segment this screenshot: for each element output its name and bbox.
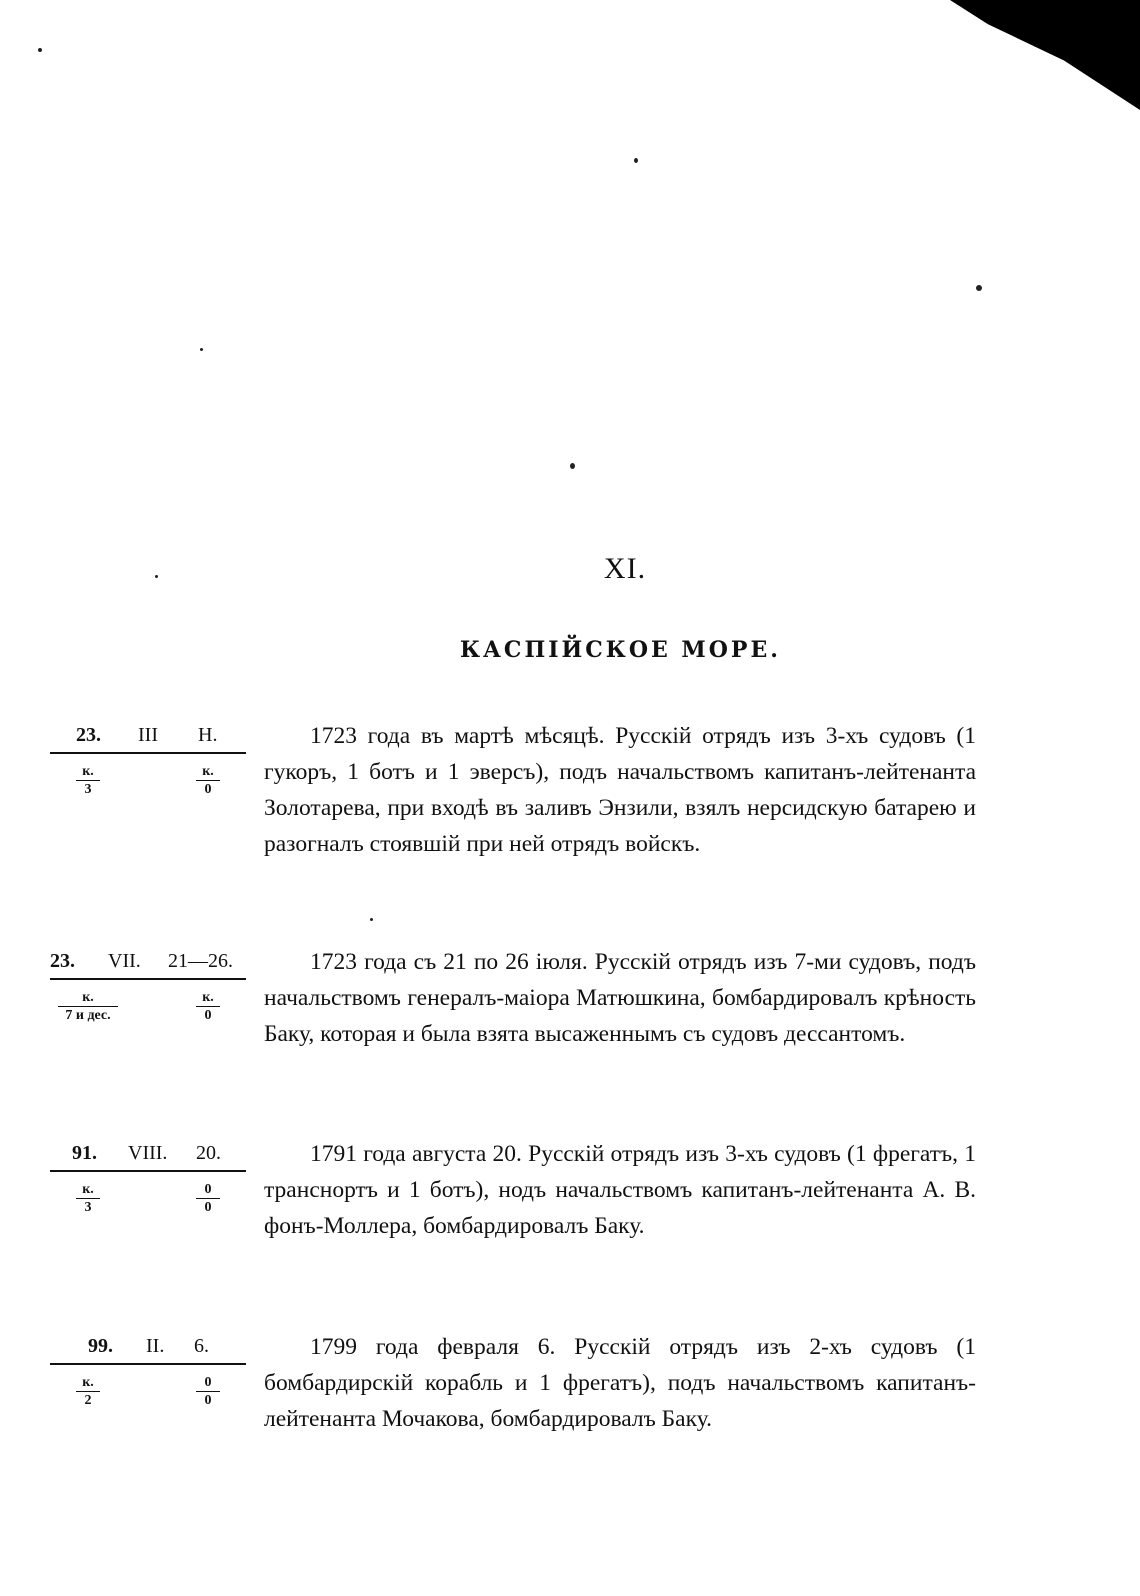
vessels-fraction: к. 3: [76, 764, 100, 797]
entry-text: 1799 года февраля 6. Русскій отрядъ изъ 2-хъ судовъ (1 бомбардирскій корабль и 1 фрегатъ), подъ начальствомъ капитанъ-лейтенанта Мочакова, бомбардировалъ Баку.: [264, 1334, 976, 1432]
code-day: 21—26.: [168, 950, 233, 972]
code-day: 20.: [196, 1142, 221, 1164]
scan-speck: [370, 918, 373, 921]
code-year: 23.: [50, 950, 75, 972]
entry-text: 1723 года въ мартѣ мѣсяцѣ. Русскій отрядъ изъ 3-хъ судовъ (1 гукоръ, 1 ботъ и 1 эверсъ), подъ начальствомъ капитанъ-лейтенанта Золотарева, при входѣ въ заливъ Энзили, взялъ нерсидскую батарею и разогналъ стоявшій при ней отрядъ войскъ.: [264, 723, 976, 857]
losses-fraction: к. 0: [196, 990, 220, 1023]
code-month: II.: [146, 1335, 165, 1357]
entry-date-code: [50, 1333, 246, 1365]
code-month: III: [138, 724, 158, 746]
scan-speck: [634, 158, 638, 163]
scan-corner-mark: [950, 0, 1140, 110]
code-day: Н.: [198, 724, 218, 746]
vessels-fraction: к. 3: [76, 1182, 100, 1215]
entry-date-code: [50, 722, 246, 754]
vessels-fraction: к. 2: [76, 1375, 100, 1408]
chapter-number: XI.: [603, 552, 647, 585]
scan-speck: [570, 463, 575, 469]
entry-date-code: [50, 1140, 246, 1172]
losses-fraction: $\frac{0}{0}$: [196, 1375, 220, 1408]
vessels-fraction: к. 7 и дес.: [58, 990, 118, 1023]
code-year: 99.: [88, 1335, 113, 1357]
losses-fraction: $\frac{0}{0}$: [196, 1182, 220, 1215]
entry-date-code: [50, 948, 246, 980]
entry-text: 1723 года съ 21 по 26 іюля. Русскій отрядъ изъ 7-ми судовъ, подъ начальствомъ генералъ-маіора Матюшкина, бомбардировалъ крѣность Баку, которая и была взята высаженнымъ съ судовъ дессантомъ.: [264, 949, 976, 1047]
losses-fraction: к. 0: [196, 764, 220, 797]
scan-speck: [38, 48, 42, 52]
code-year: 23.: [76, 724, 101, 746]
code-month: VIII.: [128, 1142, 168, 1164]
scan-speck: [200, 348, 203, 351]
scan-speck: [976, 285, 982, 291]
entry-text: 1791 года августа 20. Русскій отрядъ изъ 3-хъ судовъ (1 фрегатъ, 1 транснортъ и 1 ботъ), нодъ начальствомъ капитанъ-лейтенанта А. В. фонъ-Моллера, бомбардировалъ Баку.: [264, 1141, 976, 1239]
code-year: 91.: [72, 1142, 97, 1164]
code-day: 6.: [194, 1335, 209, 1357]
section-title: КАСПІЙСКОЕ МОРЕ.: [460, 637, 781, 663]
code-month: VII.: [108, 950, 141, 972]
